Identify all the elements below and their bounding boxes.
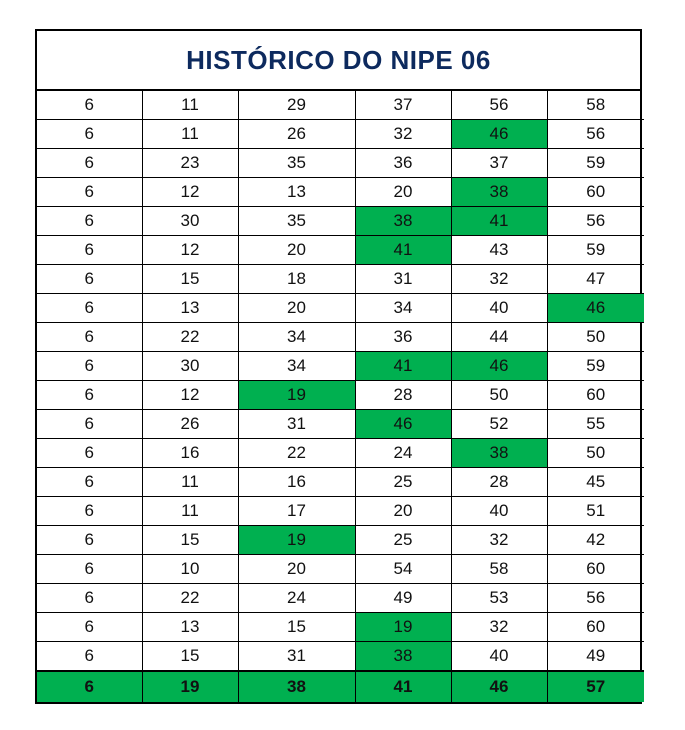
highlighted-cell: 41 (451, 207, 547, 236)
table-cell: 40 (451, 642, 547, 672)
result-cell: 19 (142, 671, 238, 702)
table-cell: 60 (547, 555, 644, 584)
table-cell: 34 (355, 294, 451, 323)
table-row (37, 468, 644, 497)
history-table (37, 91, 644, 702)
table-cell: 49 (355, 584, 451, 613)
table-cell: 29 (238, 91, 355, 120)
table-cell: 58 (451, 555, 547, 584)
table-cell: 17 (238, 497, 355, 526)
table-cell: 56 (547, 584, 644, 613)
table-cell: 43 (451, 236, 547, 265)
table-cell: 15 (142, 265, 238, 294)
result-cell: 38 (238, 671, 355, 702)
table-cell: 32 (355, 120, 451, 149)
table-row (37, 91, 644, 120)
table-row (37, 439, 644, 468)
table-cell: 16 (238, 468, 355, 497)
table-row (37, 613, 644, 642)
highlighted-cell: 46 (547, 294, 644, 323)
table-cell: 6 (37, 120, 142, 149)
table-cell: 11 (142, 468, 238, 497)
table-cell: 58 (547, 91, 644, 120)
table-cell: 23 (142, 149, 238, 178)
result-cell: 6 (37, 671, 142, 702)
table-cell: 60 (547, 178, 644, 207)
highlighted-cell: 41 (355, 236, 451, 265)
table-row (37, 526, 644, 555)
table-row (37, 352, 644, 381)
table-cell: 10 (142, 555, 238, 584)
table-cell: 11 (142, 120, 238, 149)
table-cell: 25 (355, 526, 451, 555)
table-cell: 6 (37, 236, 142, 265)
table-cell: 30 (142, 207, 238, 236)
table-cell: 6 (37, 613, 142, 642)
table-cell: 26 (142, 410, 238, 439)
result-cell: 46 (451, 671, 547, 702)
table-cell: 49 (547, 642, 644, 672)
table-cell: 6 (37, 468, 142, 497)
table-cell: 40 (451, 294, 547, 323)
table-cell: 42 (547, 526, 644, 555)
table-cell: 34 (238, 352, 355, 381)
table-cell: 53 (451, 584, 547, 613)
table-cell: 32 (451, 613, 547, 642)
table-cell: 6 (37, 149, 142, 178)
table-cell: 20 (238, 294, 355, 323)
table-cell: 44 (451, 323, 547, 352)
table-cell: 13 (142, 294, 238, 323)
table-cell: 56 (451, 91, 547, 120)
table-row (37, 555, 644, 584)
table-cell: 6 (37, 294, 142, 323)
table-cell: 26 (238, 120, 355, 149)
highlighted-cell: 38 (451, 178, 547, 207)
highlighted-cell: 46 (451, 120, 547, 149)
table-cell: 37 (451, 149, 547, 178)
table-cell: 40 (451, 497, 547, 526)
table-cell: 31 (238, 642, 355, 672)
highlighted-cell: 38 (451, 439, 547, 468)
highlighted-cell: 46 (355, 410, 451, 439)
table-cell: 34 (238, 323, 355, 352)
table-cell: 6 (37, 642, 142, 672)
table-cell: 59 (547, 149, 644, 178)
table-cell: 15 (142, 642, 238, 672)
table-cell: 6 (37, 207, 142, 236)
table-cell: 6 (37, 352, 142, 381)
table-cell: 6 (37, 323, 142, 352)
table-cell: 20 (238, 236, 355, 265)
table-cell: 36 (355, 149, 451, 178)
table-cell: 6 (37, 381, 142, 410)
table-cell: 31 (238, 410, 355, 439)
table-row (37, 265, 644, 294)
table-cell: 12 (142, 236, 238, 265)
table-cell: 15 (238, 613, 355, 642)
table-cell: 56 (547, 120, 644, 149)
table-row (37, 642, 644, 672)
table-cell: 13 (142, 613, 238, 642)
table-cell: 15 (142, 526, 238, 555)
highlighted-cell: 46 (451, 352, 547, 381)
table-cell: 6 (37, 178, 142, 207)
table-cell: 31 (355, 265, 451, 294)
table-cell: 18 (238, 265, 355, 294)
table-cell: 45 (547, 468, 644, 497)
history-table-body (37, 91, 644, 702)
table-cell: 51 (547, 497, 644, 526)
table-cell: 50 (451, 381, 547, 410)
table-cell: 55 (547, 410, 644, 439)
table-cell: 60 (547, 381, 644, 410)
table-cell: 13 (238, 178, 355, 207)
table-cell: 59 (547, 236, 644, 265)
table-cell: 22 (142, 323, 238, 352)
table-row (37, 207, 644, 236)
sheet-title: HISTÓRICO DO NIPE 06 (37, 31, 640, 91)
table-row (37, 178, 644, 207)
table-row (37, 149, 644, 178)
table-cell: 12 (142, 381, 238, 410)
table-cell: 25 (355, 468, 451, 497)
table-cell: 20 (238, 555, 355, 584)
table-cell: 6 (37, 91, 142, 120)
highlighted-cell: 41 (355, 352, 451, 381)
table-cell: 24 (238, 584, 355, 613)
table-cell: 6 (37, 584, 142, 613)
table-row (37, 381, 644, 410)
table-row (37, 584, 644, 613)
table-cell: 22 (238, 439, 355, 468)
result-cell: 41 (355, 671, 451, 702)
table-cell: 16 (142, 439, 238, 468)
result-row (37, 671, 644, 702)
table-row (37, 323, 644, 352)
table-cell: 35 (238, 149, 355, 178)
table-cell: 52 (451, 410, 547, 439)
table-cell: 28 (355, 381, 451, 410)
table-cell: 24 (355, 439, 451, 468)
table-cell: 37 (355, 91, 451, 120)
highlighted-cell: 19 (238, 526, 355, 555)
table-row (37, 236, 644, 265)
table-cell: 6 (37, 439, 142, 468)
table-cell: 12 (142, 178, 238, 207)
table-cell: 11 (142, 497, 238, 526)
table-cell: 60 (547, 613, 644, 642)
table-cell: 22 (142, 584, 238, 613)
table-row (37, 497, 644, 526)
history-sheet (35, 29, 642, 704)
table-cell: 6 (37, 526, 142, 555)
table-cell: 32 (451, 526, 547, 555)
table-cell: 56 (547, 207, 644, 236)
table-row (37, 410, 644, 439)
highlighted-cell: 38 (355, 207, 451, 236)
table-cell: 6 (37, 410, 142, 439)
highlighted-cell: 38 (355, 642, 451, 672)
table-cell: 20 (355, 497, 451, 526)
table-cell: 35 (238, 207, 355, 236)
table-cell: 11 (142, 91, 238, 120)
table-cell: 47 (547, 265, 644, 294)
table-cell: 28 (451, 468, 547, 497)
table-cell: 50 (547, 439, 644, 468)
table-cell: 30 (142, 352, 238, 381)
table-cell: 50 (547, 323, 644, 352)
table-cell: 59 (547, 352, 644, 381)
table-cell: 6 (37, 555, 142, 584)
table-cell: 32 (451, 265, 547, 294)
table-row (37, 294, 644, 323)
table-row (37, 120, 644, 149)
highlighted-cell: 19 (238, 381, 355, 410)
table-cell: 6 (37, 497, 142, 526)
table-cell: 54 (355, 555, 451, 584)
result-cell: 57 (547, 671, 644, 702)
table-cell: 36 (355, 323, 451, 352)
table-cell: 6 (37, 265, 142, 294)
highlighted-cell: 19 (355, 613, 451, 642)
table-cell: 20 (355, 178, 451, 207)
